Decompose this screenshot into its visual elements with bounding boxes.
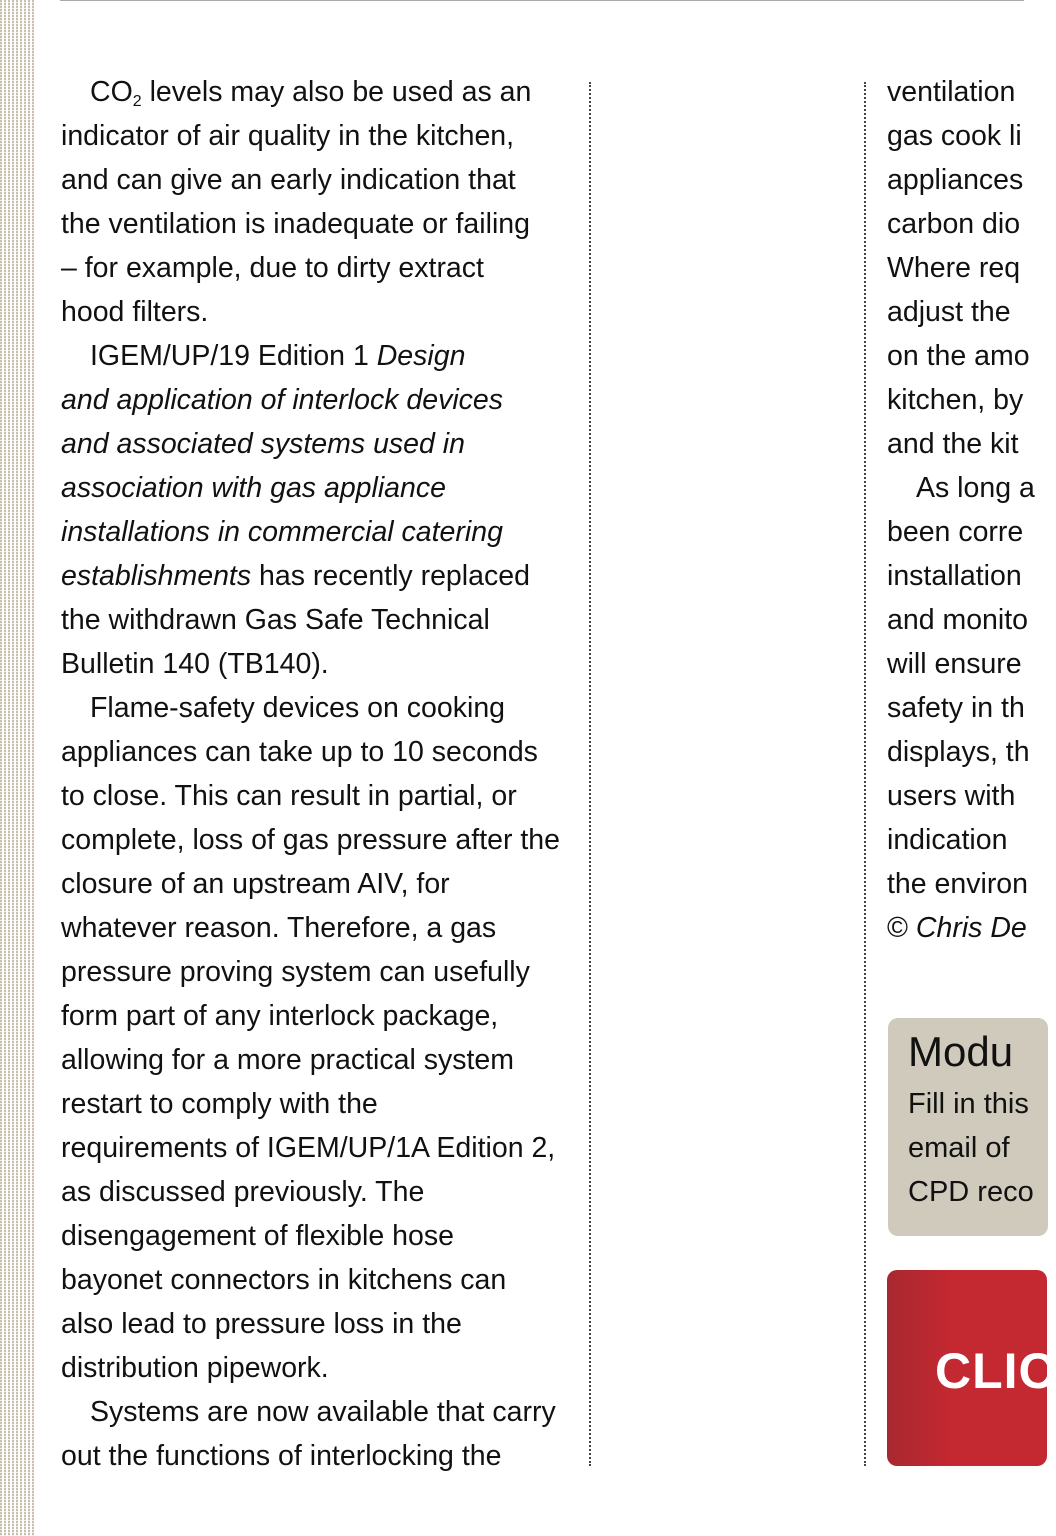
text-line — [61, 1346, 581, 1390]
text-line — [887, 202, 1024, 246]
text-run: indication — [887, 824, 1008, 856]
text-run: indicator of air quality in the kitchen, — [61, 120, 515, 152]
text-run: disengagement of flexible hose — [61, 1220, 454, 1252]
text-line — [887, 510, 1024, 554]
text-line — [887, 818, 1024, 862]
text-line — [61, 730, 581, 774]
click-button-label: CLIC — [935, 1343, 1056, 1399]
text-line — [887, 114, 1024, 158]
text-run: the environ — [887, 868, 1029, 900]
text-run: as discussed previously. The — [61, 1176, 425, 1208]
text-run: displays, th — [887, 736, 1030, 768]
column-divider — [864, 82, 866, 1466]
italic-text: Design — [376, 340, 466, 372]
text-run: Where req — [887, 252, 1021, 284]
text-run: installation — [887, 560, 1022, 592]
text-run: distribution pipework. — [61, 1352, 329, 1384]
text-run: out the functions of interlocking the — [61, 1440, 502, 1472]
text-line — [61, 510, 581, 554]
text-run: appliances can take up to 10 seconds — [61, 736, 538, 768]
text-line — [887, 774, 1024, 818]
italic-text: and application of interlock devices — [61, 384, 504, 416]
text-line — [61, 466, 581, 510]
module-info-box — [888, 1018, 1048, 1236]
text-run: requirements of IGEM/UP/1A Edition 2, — [61, 1132, 556, 1164]
text-run: adjust the — [887, 296, 1011, 328]
text-line — [61, 202, 581, 246]
text-line — [61, 246, 581, 290]
text-run: ventilation — [887, 76, 1016, 108]
text-run: complete, loss of gas pressure after the — [61, 824, 561, 856]
decorative-margin-stripe — [0, 0, 36, 1536]
text-run: As long a — [916, 472, 1035, 504]
text-run: pressure proving system can usefully — [61, 956, 530, 988]
text-line — [61, 1170, 581, 1214]
text-run: to close. This can result in partial, or — [61, 780, 517, 812]
text-run: been corre — [887, 516, 1024, 548]
text-line — [61, 70, 581, 114]
subscript-text: 2 — [132, 93, 142, 110]
italic-text: Chris De — [915, 912, 1027, 944]
text-run: carbon dio — [887, 208, 1021, 240]
text-run: also lead to pressure loss in the — [61, 1308, 462, 1340]
italic-text: establishments — [61, 560, 252, 592]
text-line — [61, 1258, 581, 1302]
text-line — [887, 862, 1029, 906]
italic-text: and associated systems used in — [61, 428, 465, 460]
text-run: – for example, due to dirty extract — [61, 252, 484, 284]
text-run: kitchen, by — [887, 384, 1024, 416]
text-run: and can give an early indication that — [61, 164, 516, 196]
text-line — [887, 466, 1035, 510]
text-line — [61, 158, 581, 202]
text-run: Bulletin 140 (TB140). — [61, 648, 329, 680]
text-run: has recently replaced — [251, 560, 530, 592]
text-line — [61, 378, 581, 422]
text-run: appliances — [887, 164, 1024, 196]
text-line — [61, 862, 581, 906]
text-line — [61, 1434, 581, 1478]
text-line — [887, 422, 1024, 466]
text-line — [61, 686, 581, 730]
text-line — [887, 598, 1029, 642]
top-rule — [60, 0, 1024, 1]
text-run: on the amo — [887, 340, 1030, 372]
column-divider — [589, 82, 591, 1466]
text-line — [61, 1214, 581, 1258]
text-line — [61, 994, 581, 1038]
module-description — [908, 1082, 1034, 1214]
text-run: Flame-safety devices on cooking — [90, 692, 506, 724]
text-run: restart to comply with the — [61, 1088, 378, 1120]
text-line — [61, 598, 581, 642]
text-line — [887, 378, 1024, 422]
text-run: allowing for a more practical system — [61, 1044, 514, 1076]
italic-text: installations in commercial catering — [61, 516, 503, 548]
module-title: Modu — [908, 1028, 1014, 1075]
text-line — [887, 554, 1024, 598]
text-line — [887, 642, 1024, 686]
text-line — [887, 334, 1030, 378]
text-run: safety in th — [887, 692, 1025, 724]
text-run: levels may also be used as an — [141, 76, 532, 108]
text-line — [887, 246, 1024, 290]
module-line: Fill in this — [908, 1088, 1029, 1120]
left-text-column — [61, 70, 581, 1478]
text-run: form part of any interlock package, — [61, 1000, 499, 1032]
text-line — [887, 906, 1027, 950]
text-run: hood filters. — [61, 296, 209, 328]
text-run: IGEM/UP/19 Edition 1 — [90, 340, 377, 372]
text-run: whatever reason. Therefore, a gas — [61, 912, 497, 944]
text-line — [61, 774, 581, 818]
text-line — [61, 1126, 581, 1170]
italic-text: association with gas appliance — [61, 472, 446, 504]
text-run: CO — [90, 76, 133, 108]
text-line — [61, 114, 581, 158]
text-line — [887, 730, 1030, 774]
text-line — [61, 422, 581, 466]
text-line — [887, 686, 1024, 730]
text-line — [61, 950, 581, 994]
text-line — [61, 906, 581, 950]
text-run: and the kit — [887, 428, 1019, 460]
text-run: © — [887, 912, 916, 944]
text-line — [61, 818, 581, 862]
text-line — [61, 1390, 581, 1434]
text-run: the withdrawn Gas Safe Technical — [61, 604, 490, 636]
text-line — [887, 70, 1024, 114]
text-run: bayonet connectors in kitchens can — [61, 1264, 507, 1296]
right-text-column — [887, 70, 1035, 950]
text-run: the ventilation is inadequate or failing — [61, 208, 530, 240]
text-run: gas cook li — [887, 120, 1022, 152]
text-line — [61, 334, 581, 378]
text-line — [61, 1082, 581, 1126]
text-run: and monito — [887, 604, 1029, 636]
module-line: email of — [908, 1132, 1010, 1164]
click-here-button[interactable] — [887, 1270, 1056, 1466]
module-line: CPD reco — [908, 1176, 1034, 1208]
text-line — [61, 1038, 581, 1082]
text-line — [887, 158, 1024, 202]
text-line — [61, 290, 581, 334]
text-run: will ensure — [887, 648, 1022, 680]
text-line — [61, 1302, 581, 1346]
text-run: Systems are now available that carry — [90, 1396, 556, 1428]
text-run: closure of an upstream AIV, for — [61, 868, 450, 900]
text-line — [887, 290, 1024, 334]
text-run: users with — [887, 780, 1016, 812]
text-line — [61, 642, 581, 686]
text-line — [61, 554, 581, 598]
